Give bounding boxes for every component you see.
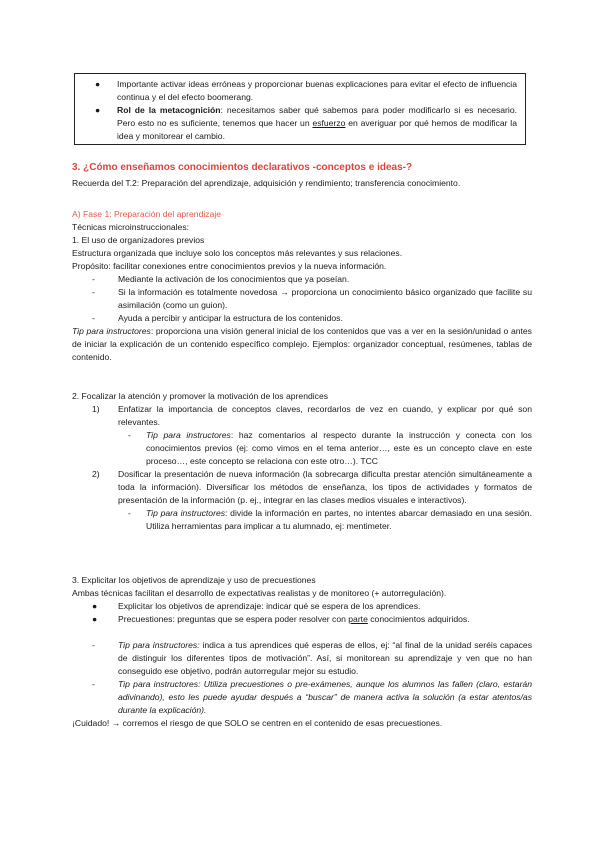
box-item-underlined: esfuerzo xyxy=(312,118,346,128)
box-item-text: : necesitamos saber qué sabemos para poder modificarlo si es necesario. Pero esto no es suficiente, tenemos que hacer un xyxy=(117,105,517,128)
list-item xyxy=(72,507,532,533)
number-marker: 2) xyxy=(92,469,100,479)
list-text: conocimientos adquiridos. xyxy=(367,614,470,624)
list-item xyxy=(72,403,532,429)
tip-text: Utiliza precuestiones o pre-exámenes, aunque los alumnos las fallen (claro, estarán adivinando), esto les puede ayudar después a “buscar” de manera activa la solución (a estar atentos/as durante la explicación). xyxy=(118,679,532,715)
tip-label: Tip para instructores xyxy=(146,430,231,440)
section-heading-block xyxy=(72,161,532,190)
subheading: 3. Explicitar los objetivos de aprendizaje y uso de precuestiones xyxy=(72,575,316,585)
list-item xyxy=(87,104,517,143)
dash-marker: - xyxy=(92,679,95,689)
list-text: Mediante la activación de los conocimientos que ya poseían. xyxy=(118,274,350,284)
recall-text: Recuerda del T.2: Preparación del aprendizaje, adquisición y rendimiento; transferencia conocimiento. xyxy=(72,178,461,188)
number-marker: 1) xyxy=(92,404,100,414)
list-item xyxy=(72,429,532,468)
box-item-text: Importante activar ideas erróneas y proporcionar buenas explicaciones para evitar el efecto de influencia continua y el del efecto boomerang. xyxy=(117,79,517,102)
list-item xyxy=(72,639,532,678)
list-item xyxy=(72,273,532,286)
tip-text: : divide la información en partes, no intentes abarcar demasiado en una sesión. Utiliza herramientas para implicar a tu alumnado, ej: mentimeter. xyxy=(146,508,532,531)
bullet-icon: ● xyxy=(95,79,101,89)
paragraph: Propósito: facilitar conexiones entre conocimientos previos y la nueva información. xyxy=(72,261,387,271)
subheading: 1. El uso de organizadores previos xyxy=(72,235,205,245)
list-text: Ayuda a percibir y anticipar la estructura de los contenidos. xyxy=(118,313,343,323)
list-item xyxy=(72,468,532,507)
dash-marker: - xyxy=(92,313,95,323)
box-item-text: en averiguar por qué hemos de modificar la idea y monitorear el cambio. xyxy=(117,118,517,141)
list-item xyxy=(72,678,532,717)
techniques-label: Técnicas microinstruccionales: xyxy=(72,222,190,232)
paragraph: Ambas técnicas facilitan el desarrollo de expectativas realistas y de monitoreo (+ autorregulación). xyxy=(72,588,447,598)
dash-marker: - xyxy=(128,508,131,518)
list-item xyxy=(72,312,532,325)
bullet-icon: ● xyxy=(92,601,98,611)
summary-box xyxy=(74,73,526,145)
list-item xyxy=(72,286,532,312)
tip-text: indica a tus aprendices qué esperas de ellos, ej: “al final de la unidad seréis capaces de distinguir los diferentes tipos de motivación”. Así, si monitorean su aprendizaje y ven que no han conseguido ese objetivo, podrán autorregular mejor su estudio. xyxy=(118,640,532,676)
phase-block xyxy=(72,208,532,364)
dash-marker: - xyxy=(92,640,95,650)
tip-label: Tip para instructores: xyxy=(118,640,200,650)
tip-text: : haz comentarios al respecto durante la instrucción y conecta con los conocimientos previos (ej: como vimos en el tema anterior…, este es un concepto clave en este proceso…, este concepto se relaciona con este otro…). TCC xyxy=(146,430,532,466)
bullet-icon: ● xyxy=(92,614,98,624)
list-text: Si la información es totalmente novedosa → proporciona un conocimiento básico organizado que facilite su asimilación (como un guion). xyxy=(118,287,532,310)
warning-text: ¡Cuidado! → corremos el riesgo de que SOLO se centren en el contenido de esas precuestiones. xyxy=(72,718,443,728)
list-item xyxy=(87,78,517,104)
subheading: 2. Focalizar la atención y promover la motivación de los aprendices xyxy=(72,391,329,401)
list-text: Enfatizar la importancia de conceptos claves, recordarlos de vez en cuando, y explicar por qué son relevantes. xyxy=(118,404,532,427)
tip-label: Tip para instructores xyxy=(146,508,226,518)
list-item xyxy=(72,600,532,613)
dash-marker: - xyxy=(92,274,95,284)
list-text: Precuestiones: preguntas que se espera poder resolver con xyxy=(118,614,349,624)
phase-title: A) Fase 1: Preparación del aprendizaje xyxy=(72,209,222,219)
dash-marker: - xyxy=(128,430,131,440)
dash-marker: - xyxy=(92,287,95,297)
list-text: Explicitar los objetivos de aprendizaje: indicar qué se espera de los aprendices. xyxy=(118,601,421,611)
underlined-word: parte xyxy=(348,614,368,624)
objectives-block xyxy=(72,574,532,730)
section-title: 3. ¿Cómo enseñamos conocimientos declarativos -conceptos e ideas-? xyxy=(72,162,413,173)
box-item-bold: Rol de la metacognición xyxy=(117,105,221,115)
tip-label: Tip para instructores xyxy=(72,326,151,336)
tip-paragraph xyxy=(72,325,532,364)
bullet-icon: ● xyxy=(95,105,101,115)
list-item xyxy=(72,613,532,626)
focus-block xyxy=(72,390,532,533)
list-text: Dosificar la presentación de nueva información (la sobrecarga dificulta prestar atención simultáneamente a toda la información). Diversificar los métodos de enseñanza, los tipos de actividades y formatos de presentación de la información (p. ej., integrar en las clases medios visuales e interactivos). xyxy=(118,469,532,505)
tip-text: : proporciona una visión general inicial de los contenidos que vas a ver en la sesión/unidad o antes de iniciar la explicación de un contenido específico complejo. Ejemplos: organizador conceptual, resúmenes, tablas de contenido. xyxy=(72,326,532,362)
paragraph: Estructura organizada que incluye solo los conceptos más relevantes y sus relaciones. xyxy=(72,248,403,258)
tip-label: Tip para instructores: xyxy=(118,679,201,689)
